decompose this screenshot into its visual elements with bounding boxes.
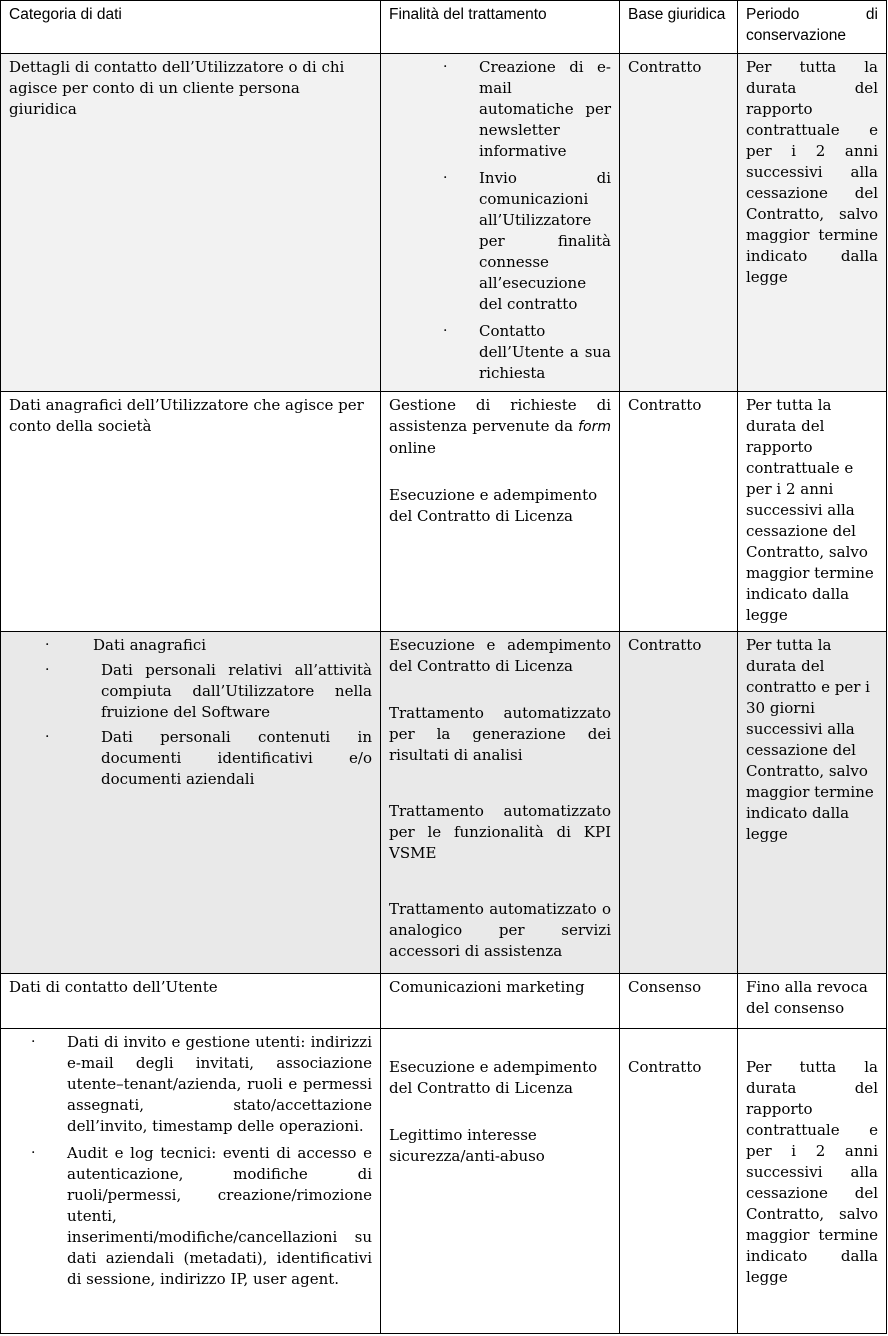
bullet-icon: · [31, 1034, 36, 1050]
category-text: Dati personali relativi all’attività compiuta dall’Utilizzatore nella fruizione del Software [101, 661, 372, 721]
row3-purpose: Esecuzione e adempimento del Contratto di Licenza [389, 636, 611, 675]
table-header-row [1, 1, 887, 54]
row2-legal-basis: Contratto [620, 392, 738, 632]
category-text: Dati personali contenuti in documenti identificativi e/o documenti aziendali [101, 728, 372, 788]
row5-purposes [381, 1029, 620, 1334]
row3-categories [1, 632, 381, 974]
row2-purpose-2: Esecuzione e adempimento del Contratto di Licenza [389, 486, 598, 525]
category-text: Dati di invito e gestione utenti: indirizzi e-mail degli invitati, associazione utente–tenant/azienda, ruoli e permessi assegnati, stato/accettazione dell’invito, timestamp delle operazioni. [67, 1033, 372, 1135]
row2-purposes [381, 392, 620, 632]
table-row [1, 1029, 887, 1334]
row3-category-list [31, 635, 372, 790]
row3-purposes [381, 632, 620, 974]
category-text: Audit e log tecnici: eventi di accesso e autenticazione, modifiche di ruoli/permessi, creazione/rimozione utenti, inserimenti/modifiche/cancellazioni su dati aziendali (metadati), identificativi di sessione, indirizzo IP, user agent. [67, 1144, 372, 1288]
row4-category: Dati di contatto dell’Utente [1, 974, 381, 1029]
category-text: Dati anagrafici [93, 636, 207, 654]
list-item [31, 660, 372, 723]
table-row [1, 392, 887, 632]
bullet-icon: · [443, 323, 448, 339]
row2-category: Dati anagrafici dell’Utilizzatore che agisce per conto della società [1, 392, 381, 632]
list-item [441, 168, 611, 315]
list-item [441, 57, 611, 162]
list-item [31, 1143, 372, 1290]
row5-purpose: Esecuzione e adempimento del Contratto di Licenza [389, 1058, 598, 1097]
list-item [31, 727, 372, 790]
row5-categories [1, 1029, 381, 1334]
row1-category: Dettagli di contatto dell’Utilizzatore o di chi agisce per conto di un cliente persona giuridica [1, 54, 381, 392]
bullet-icon: · [443, 170, 448, 186]
bullet-icon: · [443, 59, 448, 75]
row3-retention: Per tutta la durata del contratto e per i 30 giorni successivi alla cessazione del Contratto, salvo maggior termine indicato dalla legge [738, 632, 887, 974]
row3-purpose: Trattamento automatizzato o analogico per servizi accessori di assistenza [389, 900, 611, 960]
row5-retention: Per tutta la durata del rapporto contrattuale e per i 2 anni successivi alla cessazione del Contratto, salvo maggior termine indicato dalla legge [738, 1029, 887, 1334]
row5-legal-basis: Contratto [620, 1029, 738, 1334]
table-row [1, 54, 887, 392]
row2-purpose-1: Gestione di richieste di assistenza pervenute da form online [389, 396, 611, 457]
row1-legal-basis: Contratto [620, 54, 738, 392]
row5-category-list [31, 1032, 372, 1290]
row4-legal-basis: Consenso [620, 974, 738, 1029]
purpose-text: Invio di comunicazioni all’Utilizzatore per finalità connesse all’esecuzione del contratto [479, 169, 611, 313]
bullet-icon: · [45, 729, 50, 745]
header-legal-basis: Base giuridica [620, 1, 738, 54]
header-retention [738, 1, 887, 54]
table-row [1, 974, 887, 1029]
header-purpose: Finalità del trattamento [381, 1, 620, 54]
row5-purpose: Legittimo interesse sicurezza/anti-abuso [389, 1126, 545, 1165]
row4-retention: Fino alla revoca del consenso [738, 974, 887, 1029]
list-item [31, 1032, 372, 1137]
row1-retention: Per tutta la durata del rapporto contrattuale e per i 2 anni successivi alla cessazione del Contratto, salvo maggior termine indicato dalla legge [738, 54, 887, 392]
bullet-icon: · [31, 1145, 36, 1161]
bullet-icon: · [45, 662, 50, 678]
header-category: Categoria di dati [1, 1, 381, 54]
list-item [441, 321, 611, 384]
bullet-icon: · [45, 637, 50, 653]
row3-legal-basis: Contratto [620, 632, 738, 974]
header-retention-text: Periodo di conservazione [746, 6, 878, 44]
row3-purpose: Trattamento automatizzato per le funzionalità di KPI VSME [389, 802, 611, 862]
row3-purpose: Trattamento automatizzato per la generazione dei risultati di analisi [389, 704, 611, 764]
row4-purpose: Comunicazioni marketing [381, 974, 620, 1029]
row2-retention: Per tutta la durata del rapporto contrattuale e per i 2 anni successivi alla cessazione del Contratto, salvo maggior termine indicato dalla legge [738, 392, 887, 632]
purpose-text: Contatto dell’Utente a sua richiesta [479, 322, 611, 382]
purpose-text: Creazione di e-mail automatiche per newsletter informative [479, 58, 611, 160]
table-row [1, 632, 887, 974]
row1-purpose-list [441, 57, 611, 384]
row1-purposes [381, 54, 620, 392]
list-item [31, 635, 372, 656]
